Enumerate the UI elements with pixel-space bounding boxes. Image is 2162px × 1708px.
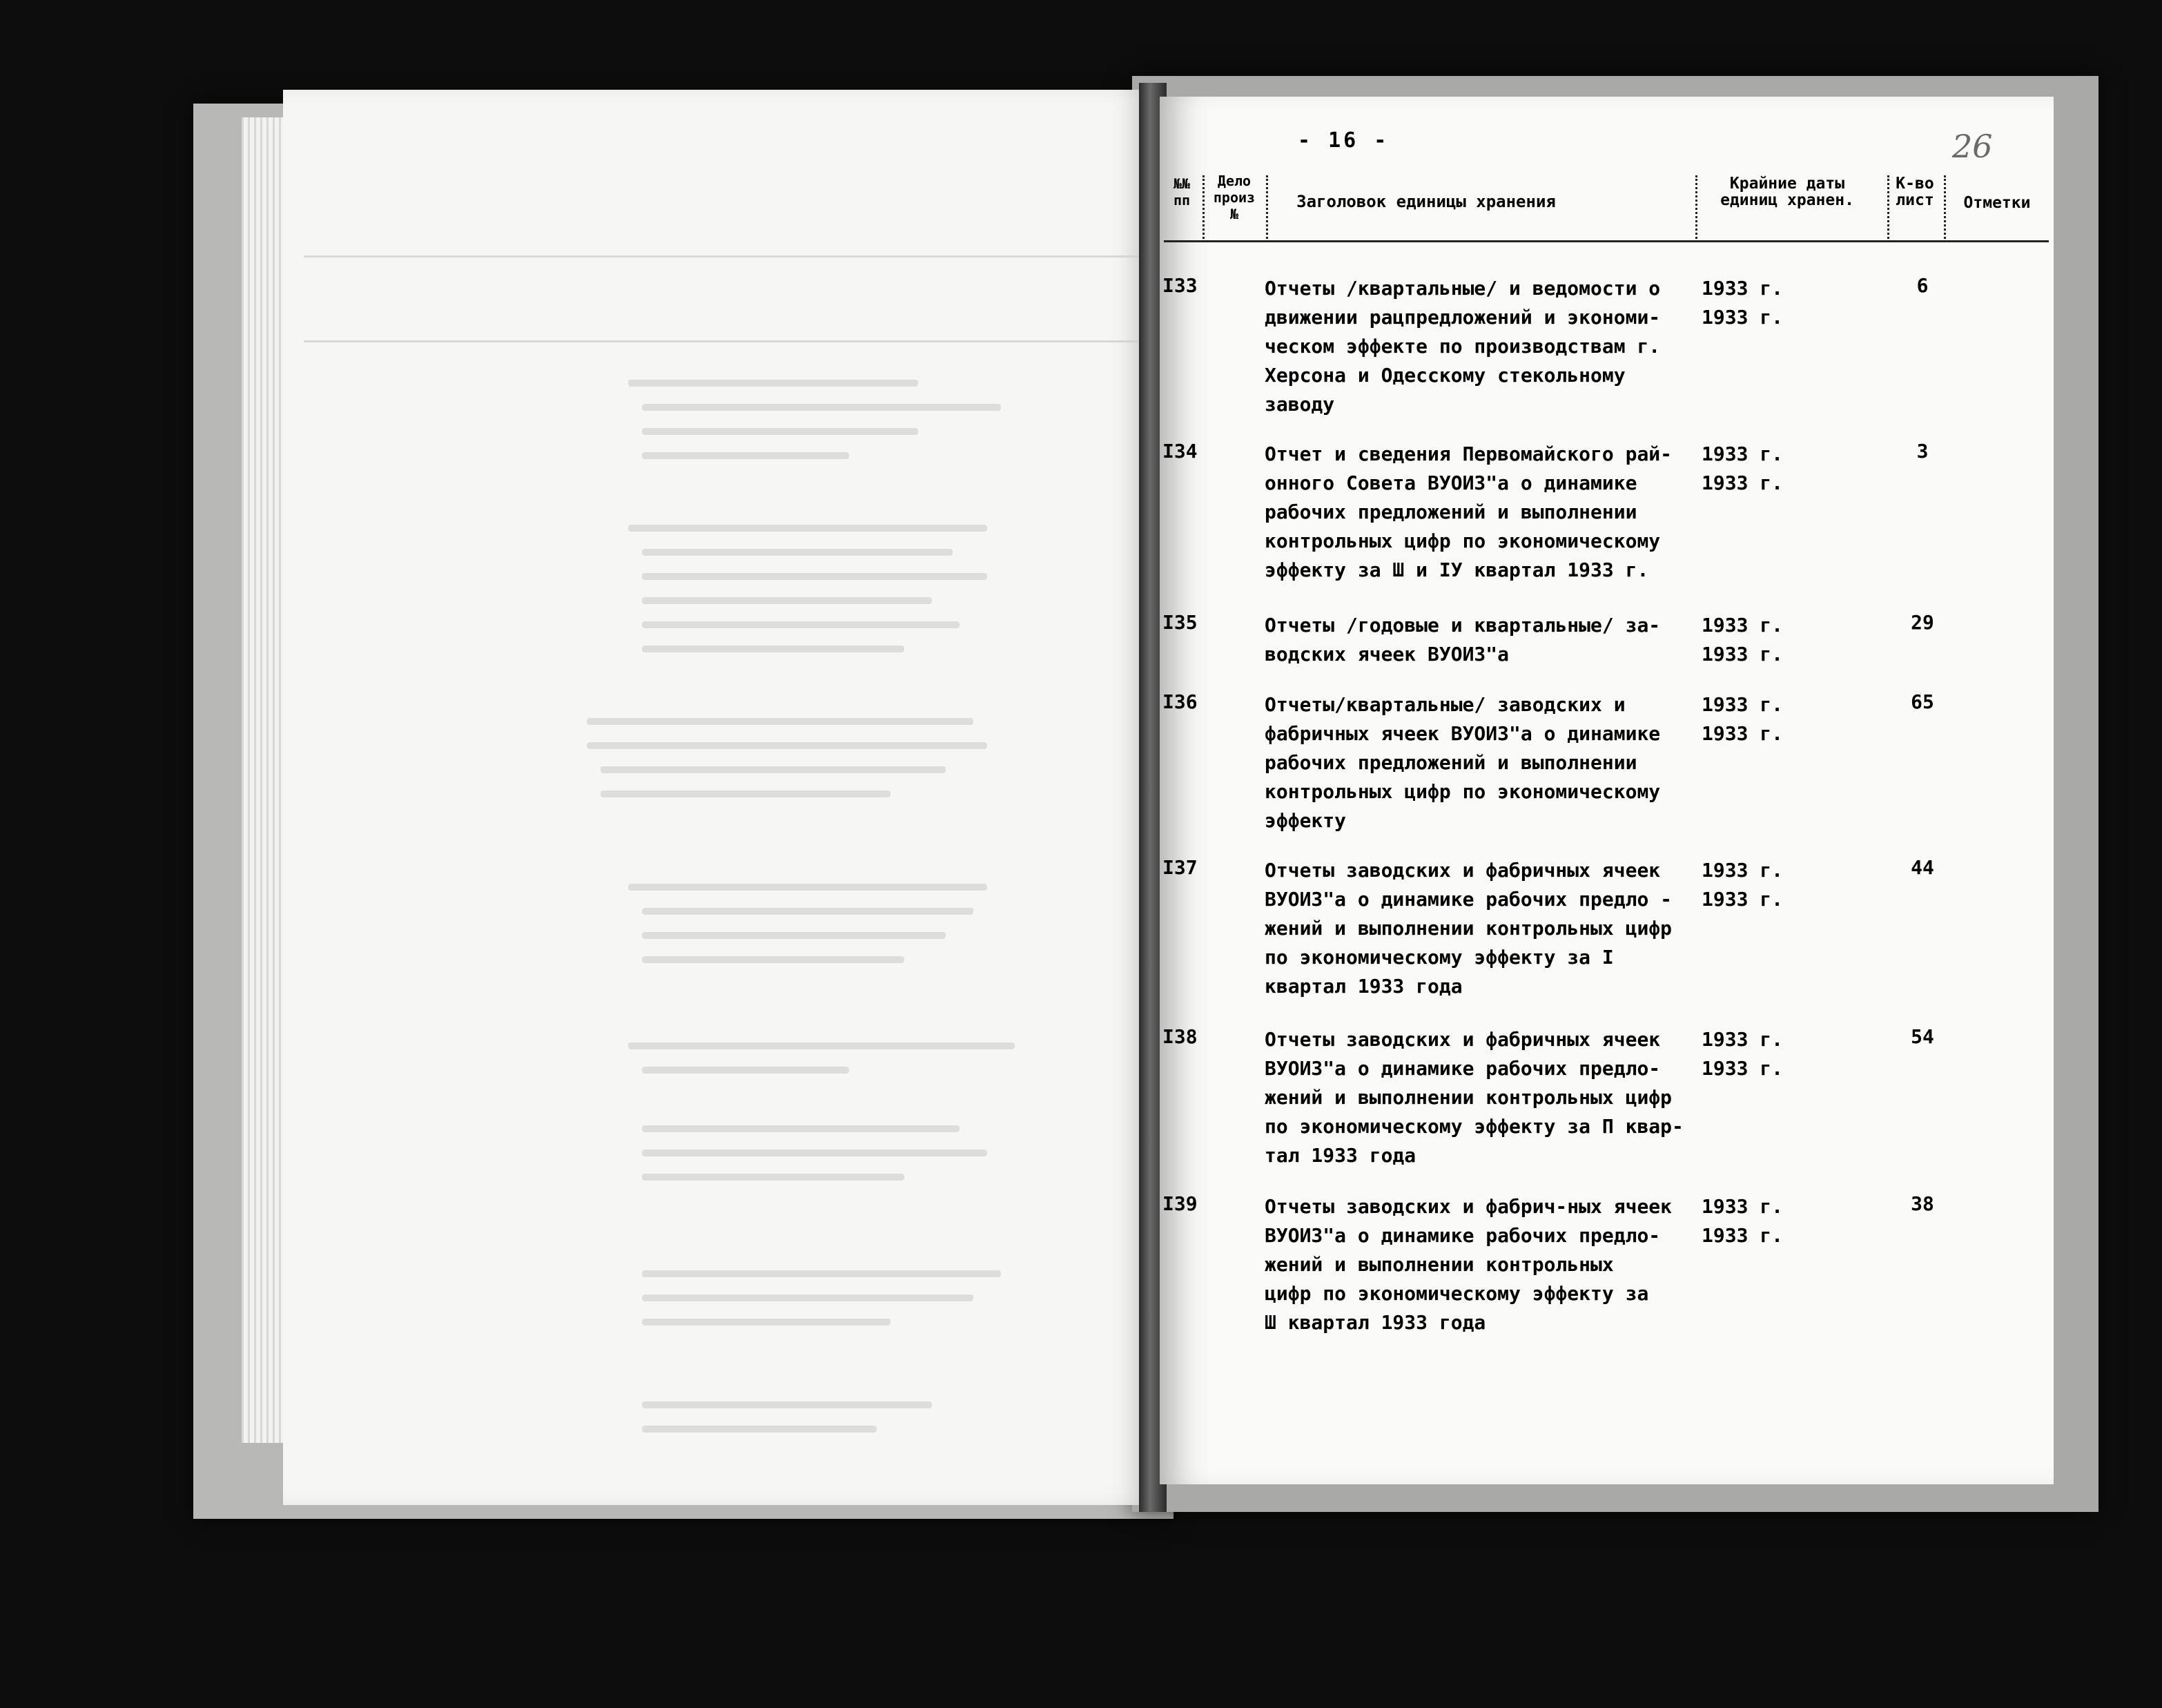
header-title: Заголовок единицы хранения <box>1296 192 1556 211</box>
header-num: №№ пп <box>1173 175 1191 208</box>
header-notes: Отметки <box>1963 194 2031 212</box>
row-number: I39 <box>1162 1192 1198 1215</box>
row-number: I38 <box>1162 1025 1198 1048</box>
bleed-through-header <box>304 255 1146 342</box>
row-dates: 1933 г. 1933 г. <box>1702 859 1784 911</box>
row-title: Отчеты/квартальные/ заводских и фабричных ячеек ВУОИЗ"а о динамике рабочих предложений и выполнении контрольных цифр по экономическому эффекту <box>1265 693 1661 832</box>
row-title: Отчет и сведения Первомайского рай- онного Совета ВУОИЗ"а о динамике рабочих предложений и выполнении контрольных цифр по экономическому эффекту за Ш и IУ квартал 1933 г. <box>1265 443 1673 581</box>
row-number: I35 <box>1162 611 1198 634</box>
row-dates: 1933 г. 1933 г. <box>1702 277 1784 329</box>
row-title: Отчеты /годовые и квартальные/ за- водских ячеек ВУОИЗ"а <box>1265 614 1661 666</box>
row-sheets: 3 <box>1916 440 1929 463</box>
row-dates: 1933 г. 1933 г. <box>1702 443 1784 494</box>
row-sheets: 6 <box>1916 274 1929 297</box>
row-title: Отчеты заводских и фабричных ячеек ВУОИЗ"а о динамике рабочих предло- жений и выполнении контрольных цифр по экономическому эффекту за П квар- тал 1933 года <box>1265 1028 1684 1167</box>
header-dates: Крайние даты единиц хранен. <box>1720 175 1854 209</box>
row-title: Отчеты заводских и фабричных ячеек ВУОИЗ"а о динамике рабочих предло - жений и выполнении контрольных цифр по экономическому эффекту за I квартал 1933 года <box>1265 859 1673 998</box>
row-number: I36 <box>1162 690 1198 713</box>
row-dates: 1933 г. 1933 г. <box>1702 1195 1784 1247</box>
row-number: I34 <box>1162 440 1198 463</box>
header-delo: Дело произ № <box>1213 173 1256 222</box>
row-sheets: 65 <box>1911 690 1934 713</box>
header-sheets: К-во лист <box>1896 175 1934 209</box>
row-sheets: 29 <box>1911 611 1934 634</box>
row-dates: 1933 г. 1933 г. <box>1702 1028 1784 1080</box>
row-dates: 1933 г. 1933 г. <box>1702 693 1784 745</box>
page-number: - 16 - <box>1298 128 1390 153</box>
row-sheets: 54 <box>1911 1025 1934 1048</box>
row-sheets: 44 <box>1911 856 1934 879</box>
table-header <box>1164 171 2049 242</box>
bleed-through-text <box>283 90 1153 1505</box>
left-page-blank <box>283 90 1153 1505</box>
row-number: I33 <box>1162 274 1198 297</box>
handwritten-sheet-number: 26 <box>1952 128 1993 165</box>
row-title: Отчеты /квартальные/ и ведомости о движении рацпредложений и экономи- ческом эффекте по производствам г. Херсона и Одесскому стекольному заводу <box>1265 277 1661 416</box>
row-number: I37 <box>1162 856 1198 879</box>
row-title: Отчеты заводских и фабрич-ных ячеек ВУОИЗ"а о динамике рабочих предло- жений и выполнении контрольных цифр по экономическому эффекту за Ш квартал 1933 года <box>1265 1195 1673 1334</box>
row-dates: 1933 г. 1933 г. <box>1702 614 1784 666</box>
row-sheets: 38 <box>1911 1192 1934 1215</box>
